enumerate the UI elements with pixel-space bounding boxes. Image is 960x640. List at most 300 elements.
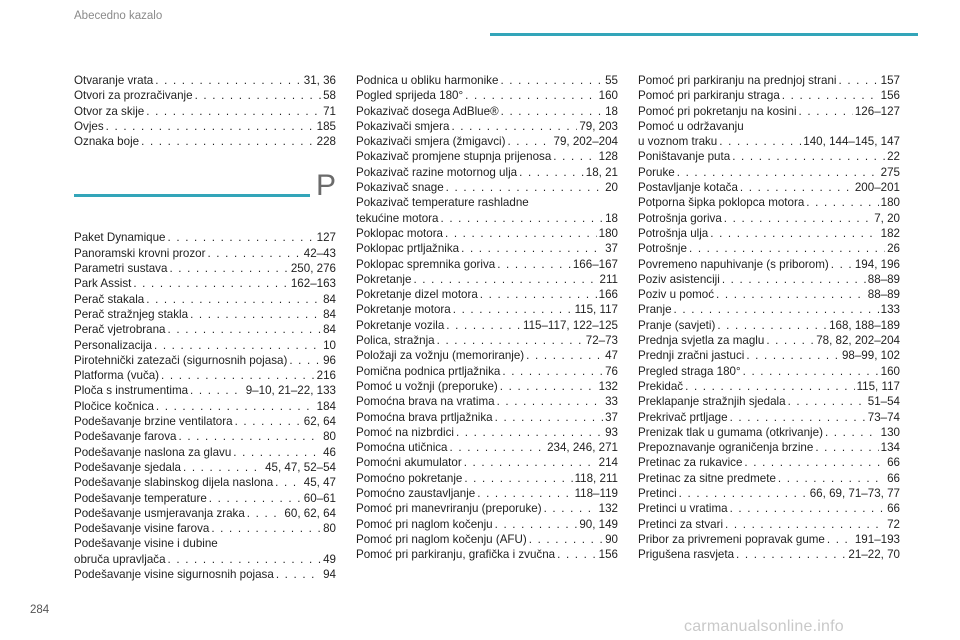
index-entry-pages[interactable]: 10 — [323, 338, 336, 352]
index-entry[interactable] — [638, 318, 900, 333]
index-entry-term: Pomoćna utičnica — [356, 441, 448, 455]
dot-leader — [446, 180, 603, 195]
index-entry[interactable] — [638, 364, 900, 379]
index-entry[interactable] — [356, 257, 618, 272]
dot-leader — [497, 257, 571, 272]
index-entry-term: Otvori za prozračivanje — [74, 89, 193, 103]
header-accent-bar — [490, 33, 918, 36]
dot-leader — [451, 119, 577, 134]
index-entry-term: Platforma (vuča) — [74, 369, 160, 383]
index-entry[interactable] — [356, 318, 618, 333]
index-entry-term: obruča upravljača — [74, 552, 166, 566]
index-entry-pages[interactable]: 72–73 — [585, 334, 618, 348]
index-entry-pages[interactable]: 20 — [605, 181, 618, 195]
dot-leader — [464, 455, 597, 470]
index-entry-pages[interactable]: 126–127 — [854, 104, 900, 118]
index-entry[interactable] — [356, 134, 618, 149]
index-entry-pages[interactable]: 184 — [316, 399, 336, 413]
index-entry-term: Povremeno napuhivanje (s priborom) — [638, 257, 829, 271]
index-entry-pages[interactable]: 127 — [316, 231, 336, 245]
index-entry-pages[interactable]: 115, 117 — [574, 303, 618, 317]
index-entry-pages[interactable]: 115–117, 122–125 — [523, 318, 618, 332]
index-entry-pages[interactable]: 9–10, 21–22, 133 — [245, 384, 336, 398]
dot-leader — [806, 195, 878, 210]
index-entry-pages[interactable]: 90, 149 — [579, 517, 618, 531]
index-entry[interactable] — [356, 440, 618, 455]
index-entry-term: Pokretanje vozila — [356, 318, 445, 332]
index-entry-pages[interactable]: 88–89 — [867, 288, 900, 302]
dot-leader — [209, 491, 302, 506]
index-entry-pages[interactable]: 130 — [880, 425, 900, 439]
index-entry-pages[interactable]: 118, 211 — [574, 471, 618, 485]
index-entry-pages[interactable]: 62, 64 — [303, 415, 336, 429]
index-entry-pages[interactable]: 182 — [880, 226, 900, 240]
index-entry[interactable] — [74, 119, 336, 134]
index-entry[interactable] — [638, 471, 900, 486]
index-entry-term: Pomična podnica prtljažnika — [356, 364, 501, 378]
index-entry-term: Pomoć pri manevriranju (preporuke) — [356, 502, 542, 516]
dot-leader — [719, 134, 801, 149]
dot-leader — [778, 471, 885, 486]
index-entry-pages[interactable]: 132 — [598, 379, 618, 393]
dot-leader — [526, 348, 603, 363]
index-entry[interactable] — [356, 272, 618, 287]
index-entry-pages[interactable]: 80 — [323, 430, 336, 444]
index-entry-pages[interactable]: 140, 144–145, 147 — [803, 135, 900, 149]
index-entry[interactable] — [638, 73, 900, 88]
index-entry[interactable] — [638, 410, 900, 425]
index-entry[interactable] — [74, 353, 336, 368]
index-entry[interactable] — [74, 104, 336, 119]
index-entry-term: Paket Dynamique — [74, 231, 166, 245]
dot-leader — [825, 425, 879, 440]
index-entry[interactable] — [74, 460, 336, 475]
index-entry-term: Perač vjetrobrana — [74, 323, 166, 337]
index-entry-term: Pomoć pri pokretanju na kosini — [638, 104, 797, 118]
index-entry-pages[interactable]: 76 — [605, 364, 618, 378]
index-entry-term: Prekidač — [638, 379, 684, 393]
index-entry-pages[interactable]: 79, 203 — [579, 119, 618, 133]
index-entry-pages[interactable]: 96 — [323, 353, 336, 367]
index-entry-pages[interactable]: 47 — [605, 349, 618, 363]
index-entry[interactable] — [74, 506, 336, 521]
index-entry[interactable] — [638, 486, 900, 501]
dot-leader — [276, 567, 321, 582]
index-entry[interactable] — [356, 364, 618, 379]
index-entry-term: Podešavanje temperature — [74, 491, 207, 505]
index-entry[interactable] — [638, 302, 900, 317]
index-entry[interactable] — [638, 119, 900, 150]
index-entry[interactable] — [356, 73, 618, 88]
dot-leader — [465, 88, 597, 103]
index-entry-term: Podešavanje brzine ventilatora — [74, 415, 233, 429]
index-entry-term: Ploča s instrumentima — [74, 384, 189, 398]
index-entry-pages[interactable]: 134 — [880, 441, 900, 455]
dot-leader — [674, 302, 879, 317]
index-entry-pages[interactable]: 228 — [316, 135, 336, 149]
index-entry-pages[interactable]: 37 — [605, 242, 618, 256]
index-entry[interactable] — [638, 272, 900, 287]
index-entry[interactable] — [74, 445, 336, 460]
letter-section-header — [74, 167, 336, 227]
dot-leader — [413, 272, 597, 287]
index-entry-pages[interactable]: 79, 202–204 — [553, 135, 618, 149]
dot-leader — [782, 88, 879, 103]
dot-leader — [161, 368, 315, 383]
index-entry-pages[interactable]: 115, 117 — [856, 379, 900, 393]
index-entry[interactable] — [638, 104, 900, 119]
index-entry-pages[interactable]: 93 — [605, 425, 618, 439]
index-entry-term: Ovjes — [74, 119, 104, 133]
index-entry-pages[interactable]: 22 — [887, 150, 900, 164]
index-entry[interactable] — [356, 486, 618, 501]
index-entry[interactable] — [74, 230, 336, 245]
index-entry-term: Podešavanje sjedala — [74, 460, 181, 474]
index-entry-pages[interactable]: 214 — [598, 456, 618, 470]
dot-leader — [500, 73, 603, 88]
index-entry-term: Poklopac spremnika goriva — [356, 257, 496, 271]
dot-leader — [744, 455, 885, 470]
index-entry-term-line1: Podešavanje visine i dubine — [74, 537, 218, 551]
dot-leader — [722, 272, 866, 287]
index-entry[interactable] — [638, 180, 900, 195]
dot-leader — [190, 307, 321, 322]
index-entry[interactable] — [74, 292, 336, 307]
index-entry-pages[interactable]: 132 — [598, 502, 618, 516]
index-entry[interactable] — [74, 368, 336, 383]
index-entry-pages[interactable]: 18 — [605, 211, 618, 225]
dot-leader — [501, 104, 603, 119]
index-entry[interactable] — [356, 547, 618, 562]
dot-leader — [502, 364, 603, 379]
index-entry[interactable] — [356, 195, 618, 226]
index-entry-pages[interactable]: 98–99, 102 — [841, 349, 900, 363]
index-entry-pages[interactable]: 37 — [605, 410, 618, 424]
index-entry-term: Podešavanje visine sigurnosnih pojasa — [74, 568, 274, 582]
index-entry-pages[interactable]: 90 — [605, 532, 618, 546]
dot-leader — [156, 399, 315, 414]
index-entry-term: Pretinci za stvari — [638, 517, 724, 531]
index-entry-term: Pomoćna brava prtljažnika — [356, 410, 493, 424]
index-entry-pages[interactable]: 66, 69, 71–73, 77 — [809, 487, 900, 501]
index-entry-pages[interactable]: 33 — [605, 395, 618, 409]
dot-leader — [155, 73, 302, 88]
index-entry-pages[interactable]: 88–89 — [867, 272, 900, 286]
index-entry-term: Park Assist — [74, 277, 132, 291]
index-entry-pages[interactable]: 21–22, 70 — [848, 548, 900, 562]
index-entry-term: Pokazivač snage — [356, 181, 444, 195]
index-entry-pages[interactable]: 7, 20 — [874, 211, 900, 225]
index-entry-term: Perač stražnjeg stakla — [74, 307, 189, 321]
letter-divider — [74, 194, 310, 197]
index-entry[interactable] — [74, 73, 336, 88]
dot-leader — [730, 501, 886, 516]
index-entry[interactable] — [74, 88, 336, 103]
index-entry[interactable] — [356, 410, 618, 425]
index-entry[interactable] — [356, 226, 618, 241]
dot-leader — [724, 211, 872, 226]
index-entry-pages[interactable]: 26 — [887, 242, 900, 256]
index-entry[interactable] — [638, 394, 900, 409]
index-entry[interactable] — [74, 338, 336, 353]
index-entry[interactable] — [74, 414, 336, 429]
index-entry-pages[interactable]: 60–61 — [303, 491, 336, 505]
index-entry[interactable] — [356, 333, 618, 348]
index-entry-pages[interactable]: 45, 47 — [303, 476, 336, 490]
index-entry-pages[interactable]: 211 — [599, 272, 618, 286]
dot-leader — [507, 134, 551, 149]
index-entry[interactable] — [638, 348, 900, 363]
dot-leader — [106, 119, 315, 134]
index-entry[interactable] — [356, 149, 618, 164]
index-entry-pages[interactable]: 162–163 — [290, 277, 336, 291]
index-entry-pages[interactable]: 78, 82, 202–204 — [816, 334, 900, 348]
dot-leader — [710, 226, 878, 241]
index-entry-pages[interactable]: 194, 196 — [854, 257, 900, 271]
index-entry-term: Panoramski krovni prozor — [74, 246, 206, 260]
index-entry-term: Prednja svjetla za maglu — [638, 334, 765, 348]
index-entry-pages[interactable]: 73–74 — [867, 410, 900, 424]
index-entry[interactable] — [356, 119, 618, 134]
dot-leader — [677, 165, 879, 180]
index-entry-pages[interactable]: 250, 276 — [290, 262, 336, 276]
index-entry[interactable] — [356, 517, 618, 532]
index-entry-pages[interactable]: 118–119 — [574, 487, 618, 501]
index-entry-pages[interactable]: 49 — [323, 552, 336, 566]
dot-leader — [740, 180, 853, 195]
index-entry-term: Pločice kočnica — [74, 399, 154, 413]
index-entry-term: Pogled sprijeda 180° — [356, 89, 464, 103]
index-entry[interactable] — [638, 88, 900, 103]
dot-leader — [169, 261, 288, 276]
index-entry-term: Parametri sustava — [74, 262, 168, 276]
index-entry-pages[interactable]: 66 — [887, 456, 900, 470]
index-entry-pages[interactable]: 84 — [323, 307, 336, 321]
index-entry[interactable] — [638, 440, 900, 455]
index-entry-term: Pomoć na nizbrdici — [356, 425, 454, 439]
index-entry[interactable] — [638, 241, 900, 256]
index-entry-term: Potporna šipka poklopca motora — [638, 196, 805, 210]
index-entry-term: Pokazivači smjera (žmigavci) — [356, 135, 506, 149]
dot-leader — [453, 302, 573, 317]
index-entry-pages[interactable]: 51–54 — [867, 395, 900, 409]
index-entry-pages[interactable]: 168, 188–189 — [829, 318, 900, 332]
index-entry-term: u voznom traku — [638, 135, 718, 149]
index-entry[interactable] — [74, 322, 336, 337]
index-entry-pages[interactable]: 72 — [887, 517, 900, 531]
index-entry-pages[interactable]: 58 — [323, 89, 336, 103]
index-entry[interactable] — [356, 394, 618, 409]
index-entry-pages[interactable]: 60, 62, 64 — [284, 506, 336, 520]
index-entry[interactable] — [638, 455, 900, 470]
dot-leader — [544, 501, 597, 516]
index-entry[interactable] — [356, 165, 618, 180]
dot-leader — [766, 333, 814, 348]
index-entry-pages[interactable]: 66 — [887, 471, 900, 485]
index-entry[interactable] — [74, 567, 336, 582]
index-entry[interactable] — [638, 517, 900, 532]
dot-leader — [437, 333, 584, 348]
index-entry-pages[interactable]: 185 — [316, 119, 336, 133]
dot-leader — [480, 287, 597, 302]
index-entry-pages[interactable]: 156 — [598, 548, 618, 562]
index-entry-pages[interactable]: 80 — [323, 522, 336, 536]
dot-leader — [725, 517, 885, 532]
dot-leader — [553, 149, 596, 164]
index-entry[interactable] — [638, 226, 900, 241]
index-entry[interactable] — [74, 261, 336, 276]
index-entry-pages[interactable]: 166–167 — [572, 257, 618, 271]
index-entry[interactable] — [74, 429, 336, 444]
index-entry[interactable] — [638, 379, 900, 394]
index-column-1 — [74, 73, 336, 582]
index-entry-term: Pomoć pri naglom kočenju — [356, 517, 493, 531]
index-entry-term: Pretinac za sitne predmete — [638, 471, 776, 485]
index-entry-pages[interactable]: 234, 246, 271 — [547, 441, 618, 455]
index-entry-pages[interactable]: 46 — [323, 445, 336, 459]
index-entry-pages[interactable]: 84 — [323, 292, 336, 306]
index-entry[interactable] — [638, 501, 900, 516]
index-entry-pages[interactable]: 275 — [880, 165, 900, 179]
dot-leader — [500, 379, 597, 394]
index-entry[interactable] — [74, 491, 336, 506]
index-entry-term: Oznaka boje — [74, 135, 140, 149]
index-entry[interactable] — [638, 333, 900, 348]
index-entry-pages[interactable]: 55 — [605, 74, 618, 87]
index-entry[interactable] — [356, 379, 618, 394]
index-entry-term: Pomoć pri parkiranju, grafička i zvučna — [356, 548, 556, 562]
dot-leader — [685, 379, 854, 394]
index-entry[interactable] — [356, 287, 618, 302]
index-entry-term-line1: Pomoć u održavanju — [638, 119, 744, 133]
dot-leader — [178, 429, 321, 444]
index-entry[interactable] — [74, 276, 336, 291]
index-entry-pages[interactable]: 94 — [323, 568, 336, 582]
index-entry-pages[interactable]: 200–201 — [854, 181, 900, 195]
dot-leader — [168, 552, 322, 567]
dot-leader — [679, 486, 808, 501]
index-entry-pages[interactable]: 160 — [598, 89, 618, 103]
dot-leader — [689, 241, 885, 256]
index-entry[interactable] — [356, 180, 618, 195]
index-entry-term: Pranje — [638, 303, 672, 317]
index-entry-pages[interactable]: 128 — [598, 150, 618, 164]
index-entry[interactable] — [638, 425, 900, 440]
index-entry-pages[interactable]: 180 — [880, 196, 900, 210]
dot-leader — [788, 394, 866, 409]
index-entry-term: Položaji za vožnju (memoriranje) — [356, 349, 525, 363]
dot-leader — [736, 547, 846, 562]
index-entry-pages[interactable]: 133 — [880, 303, 900, 317]
index-entry-term: Otvor za skije — [74, 104, 145, 118]
index-entry-pages[interactable]: 180 — [598, 226, 618, 240]
index-entry[interactable] — [356, 532, 618, 547]
dot-leader — [815, 440, 878, 455]
index-entry-term: Pomoć pri parkiranju straga — [638, 89, 780, 103]
index-entry[interactable] — [356, 348, 618, 363]
index-entry-term: Podešavanje naslona za glavu — [74, 445, 232, 459]
index-entry[interactable] — [74, 399, 336, 414]
index-entry-term: Otvaranje vrata — [74, 74, 154, 87]
index-column-2 — [356, 73, 618, 563]
section-letter: P — [315, 169, 336, 203]
index-entry[interactable] — [74, 246, 336, 261]
index-entry-pages[interactable]: 71 — [323, 104, 336, 118]
index-entry[interactable] — [638, 211, 900, 226]
index-entry[interactable] — [74, 536, 336, 567]
index-entry[interactable] — [356, 104, 618, 119]
index-entry-pages[interactable]: 84 — [323, 323, 336, 337]
index-entry-pages[interactable]: 45, 47, 52–54 — [265, 460, 336, 474]
index-entry[interactable] — [356, 471, 618, 486]
index-entry-term: Poruke — [638, 165, 675, 179]
index-entry-term: Prenizak tlak u gumama (otkrivanje) — [638, 425, 823, 439]
index-entry[interactable] — [74, 134, 336, 149]
index-entry[interactable] — [356, 425, 618, 440]
dot-leader — [233, 445, 321, 460]
index-entry[interactable] — [356, 241, 618, 256]
dot-leader — [495, 410, 603, 425]
index-entry[interactable] — [74, 307, 336, 322]
dot-leader — [146, 292, 321, 307]
page-number: 284 — [30, 604, 50, 616]
index-entry[interactable] — [356, 88, 618, 103]
dot-leader — [207, 246, 301, 261]
index-entry-pages[interactable]: 166 — [598, 288, 618, 302]
index-entry[interactable] — [356, 302, 618, 317]
index-entry[interactable] — [74, 383, 336, 398]
dot-leader — [519, 165, 584, 180]
index-entry-term: Poklopac motora — [356, 226, 443, 240]
dot-leader — [168, 230, 315, 245]
index-entry-term: Potrošnja ulja — [638, 226, 709, 240]
dot-leader — [141, 134, 315, 149]
dot-leader — [133, 276, 289, 291]
index-entry-pages[interactable]: 156 — [880, 89, 900, 103]
index-entry[interactable] — [638, 257, 900, 272]
index-entry[interactable] — [74, 475, 336, 490]
watermark: carmanualsonline.info — [684, 618, 844, 635]
index-entry[interactable] — [356, 501, 618, 516]
index-entry-pages[interactable]: 191–193 — [854, 532, 900, 546]
index-entry-pages[interactable]: 66 — [887, 502, 900, 516]
index-entry-term: Pomoć pri parkiranju na prednjoj strani — [638, 74, 837, 87]
index-entry[interactable] — [638, 532, 900, 547]
index-entry-pages[interactable]: 18, 21 — [585, 165, 618, 179]
dot-leader — [838, 73, 878, 88]
index-entry-term: Pirotehnički zatezači (sigurnosnih pojasa) — [74, 353, 288, 367]
index-entry[interactable] — [638, 287, 900, 302]
index-entry-pages[interactable]: 216 — [316, 369, 336, 383]
index-entry-pages[interactable]: 157 — [880, 74, 900, 87]
index-entry-pages[interactable]: 42–43 — [303, 246, 336, 260]
dot-leader — [275, 475, 302, 490]
index-entry[interactable] — [638, 165, 900, 180]
dot-leader — [831, 257, 853, 272]
index-entry-pages[interactable]: 160 — [880, 364, 900, 378]
index-entry-pages[interactable]: 18 — [605, 104, 618, 118]
index-entry-term: Poklopac prtljažnika — [356, 242, 460, 256]
dot-leader — [827, 532, 853, 547]
index-entry-term: Pokazivači smjera — [356, 119, 450, 133]
index-entry[interactable] — [74, 521, 336, 536]
index-entry[interactable] — [638, 195, 900, 210]
index-entry[interactable] — [638, 149, 900, 164]
index-entry[interactable] — [638, 547, 900, 562]
index-entry[interactable] — [356, 455, 618, 470]
index-entry-term: Podešavanje farova — [74, 430, 177, 444]
index-entry-pages[interactable]: 31, 36 — [303, 74, 336, 87]
